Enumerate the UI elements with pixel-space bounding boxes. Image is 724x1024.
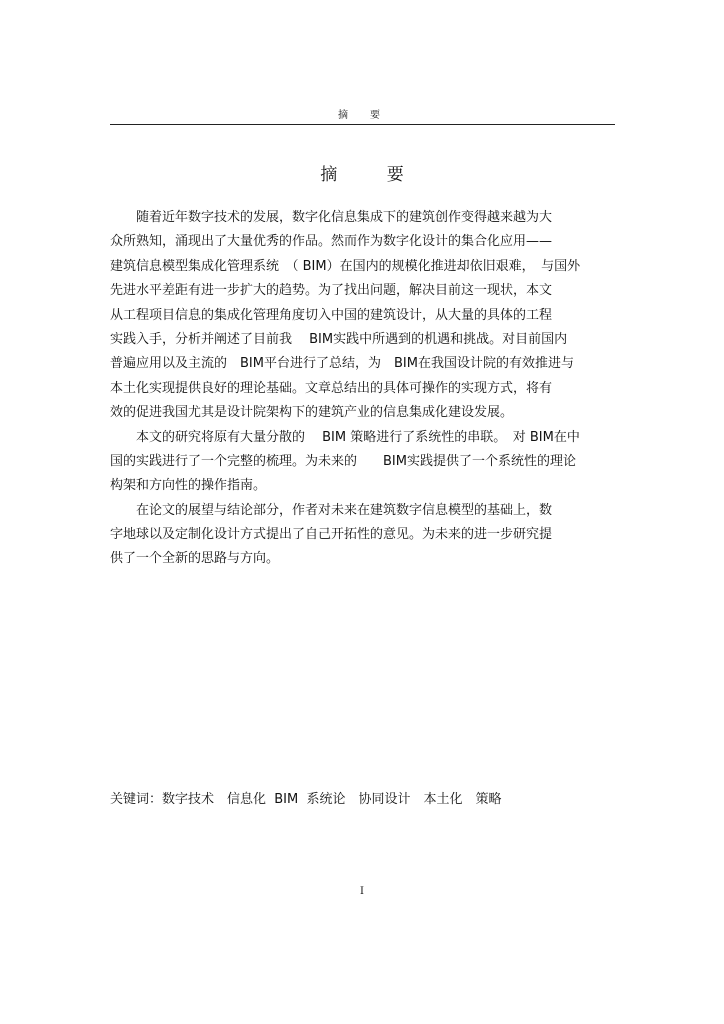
abstract-body [110, 206, 615, 572]
paragraph-1 [110, 206, 615, 426]
text-line: 效的促进我国尤其是设计院架构下的建筑产业的信息集成化建设发展。 [110, 405, 514, 421]
header-rule [110, 124, 615, 125]
paragraph-3 [110, 499, 615, 572]
text-line: 先进水平差距有进一步扩大的趋势。为了找出问题，解决目前这一现状，本文 [110, 283, 553, 299]
text-line: 构架和方向性的操作指南。 [110, 478, 267, 494]
text-line: 本文的研究将原有大量分散的 BIM 策略进行了系统性的串联。 对 BIM在中 [110, 429, 580, 445]
text-line: 普遍应用以及主流的 BIM平台进行了总结，为 BIM在我国设计院的有效推进与 [110, 356, 574, 372]
paragraph-2 [110, 426, 615, 499]
abstract-title: 摘 要 [320, 165, 426, 185]
text-line: 本土化实现提供良好的理论基础。文章总结出的具体可操作的实现方式，将有 [110, 380, 553, 396]
text-line: 随着近年数字技术的发展，数字化信息集成下的建筑创作变得越来越为大 [110, 210, 553, 225]
text-line: 供了一个全新的思路与方向。 [110, 551, 280, 567]
text-line: 在论文的展望与结论部分，作者对未来在建筑数字信息模型的基础上，数 [110, 502, 553, 518]
text-line: 建筑信息模型集成化管理系统 （ BIM）在国内的规模化推进却依旧艰难， 与国外 [110, 258, 581, 274]
text-line: 国的实践进行了一个完整的梳理。为未来的 BIM实践提供了一个系统性的理论 [110, 453, 576, 469]
text-line: 字地球以及定制化设计方式提出了自己开拓性的意见。为未来的进一步研究提 [110, 527, 553, 543]
running-header: 摘 要 [338, 110, 386, 121]
text-line: 实践入手，分析并阐述了目前我 BIM实践中所遇到的机遇和挑战。对目前国内 [110, 331, 568, 347]
text-line: 从工程项目信息的集成化管理角度切入中国的建筑设计，从大量的具体的工程 [110, 307, 553, 323]
keywords: 关键词：数字技术 信息化 BIM 系统论 协同设计 本土化 策略 [110, 792, 502, 807]
page-number: I [360, 886, 364, 897]
text-line: 众所熟知，涌现出了大量优秀的作品。然而作为数字化设计的集合化应用—— [110, 234, 553, 250]
